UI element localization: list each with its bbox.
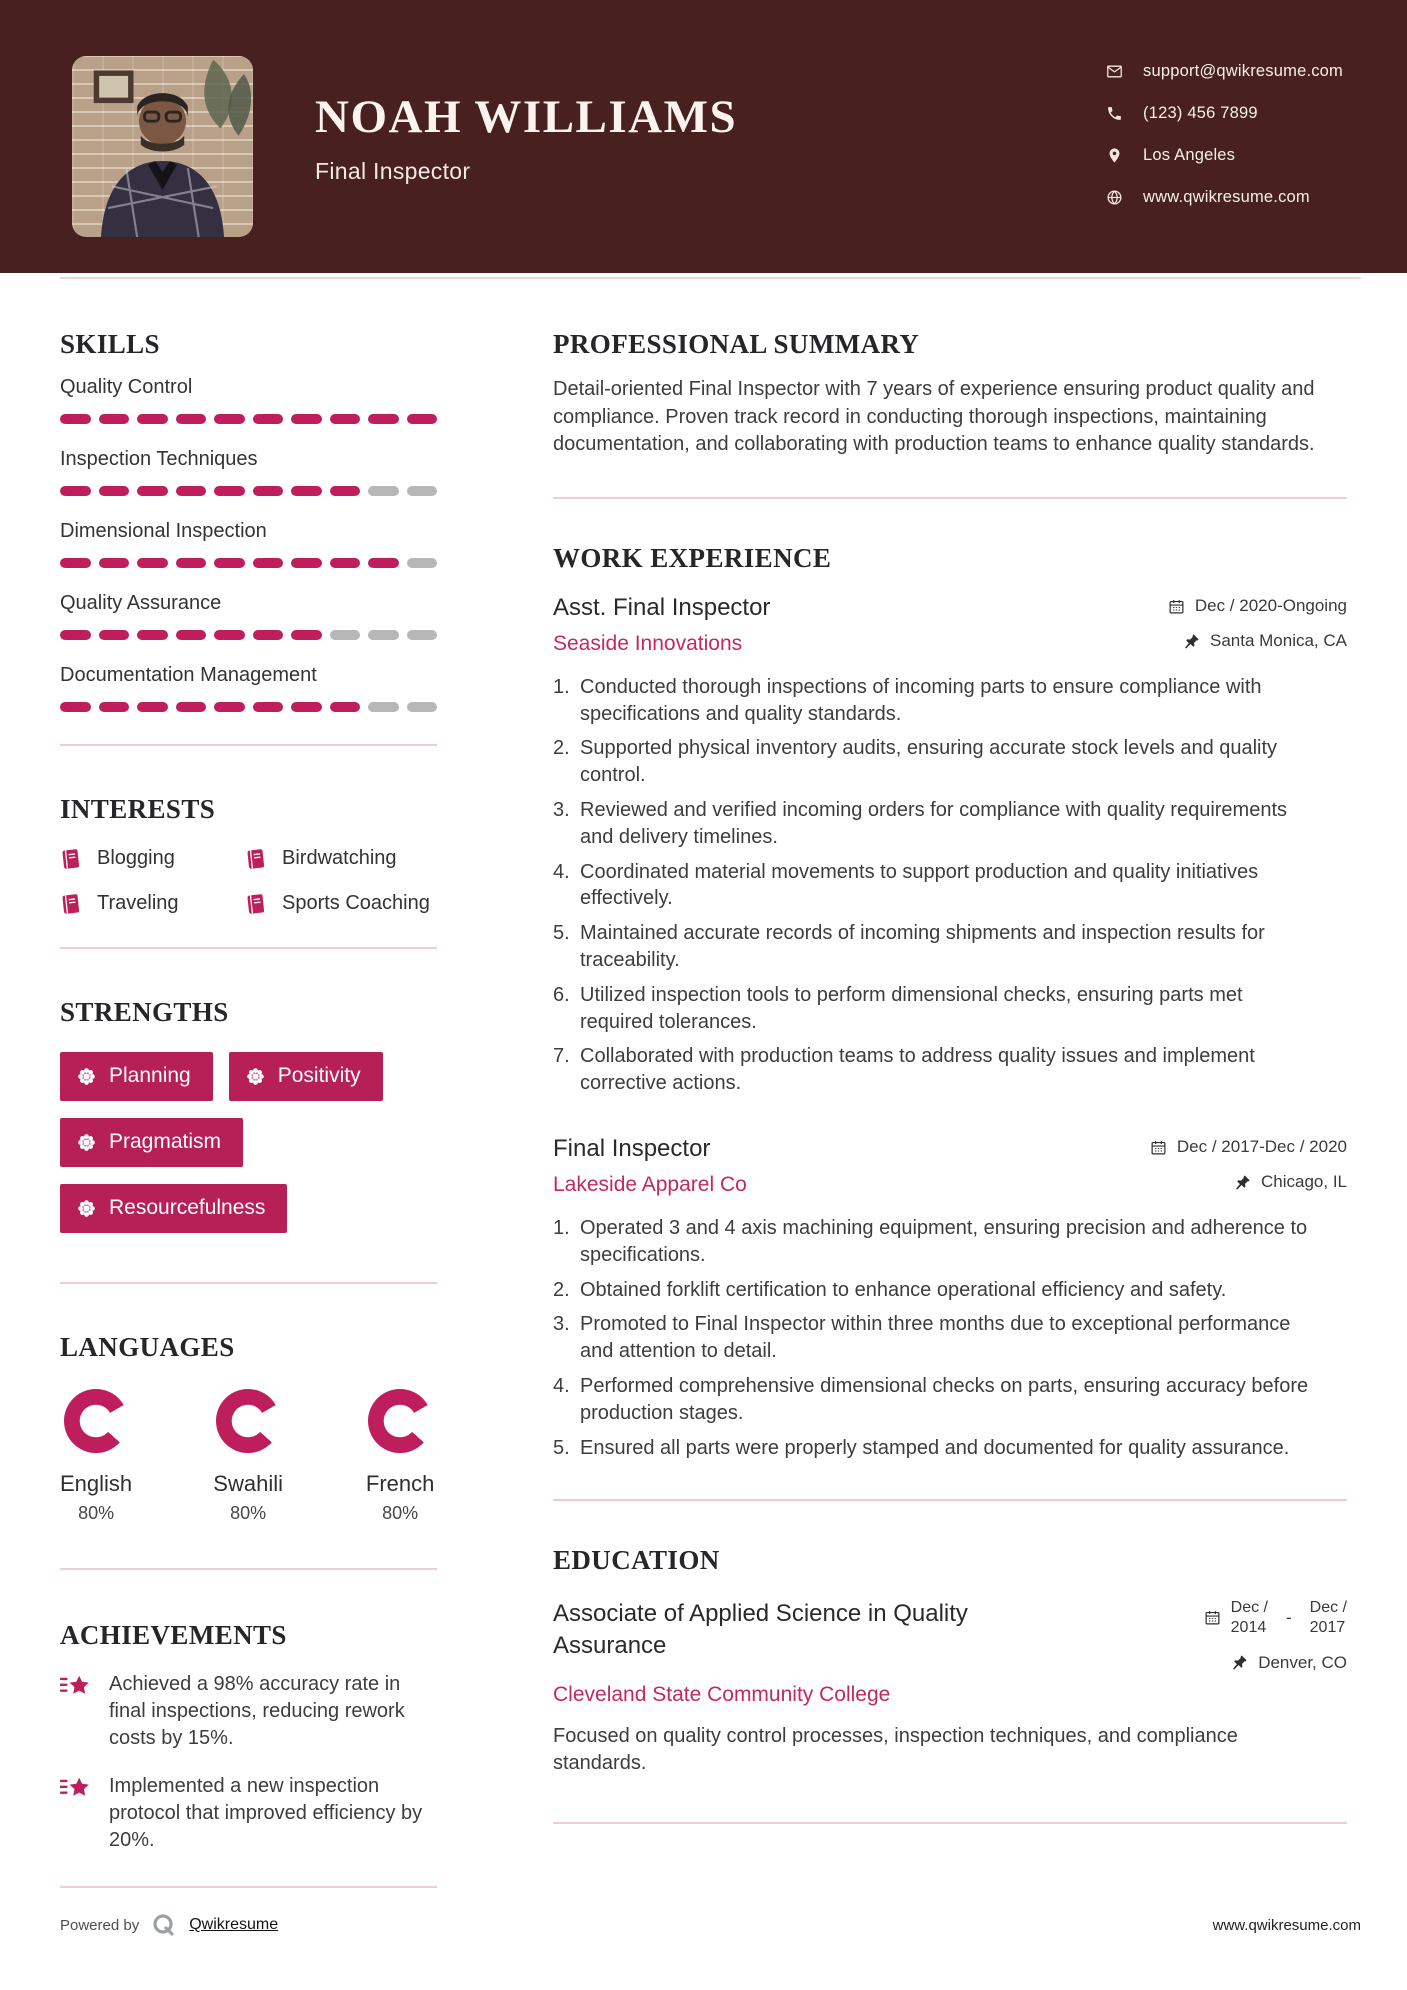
skill-name: Inspection Techniques bbox=[60, 448, 258, 470]
job-bullet: Coordinated material movements to support production and quality initiatives effectively. bbox=[580, 860, 1259, 910]
language-item bbox=[60, 1389, 132, 1524]
divider bbox=[553, 1822, 1347, 1824]
skill-dash bbox=[176, 414, 207, 424]
skill-dash bbox=[176, 702, 207, 712]
skill-item bbox=[60, 592, 437, 640]
interest-item bbox=[60, 892, 245, 915]
skill-dash bbox=[137, 486, 168, 496]
skill-dash bbox=[368, 558, 399, 568]
skill-dash bbox=[99, 486, 130, 496]
skill-dash bbox=[330, 486, 361, 496]
calendar-icon bbox=[1204, 1609, 1221, 1626]
skill-name: Dimensional Inspection bbox=[60, 520, 267, 542]
interest-item bbox=[245, 847, 437, 870]
strength-badge bbox=[60, 1118, 243, 1167]
flower-icon bbox=[77, 1067, 96, 1086]
job-bullet: Ensured all parts were properly stamped and documented for quality assurance. bbox=[580, 1436, 1290, 1459]
skills-section bbox=[60, 329, 437, 712]
skill-name: Documentation Management bbox=[60, 664, 317, 686]
education-location-text: Denver, CO bbox=[1258, 1652, 1347, 1672]
interests-section bbox=[60, 794, 437, 915]
skill-dash bbox=[176, 630, 207, 640]
job-bullet: Supported physical inventory audits, ensuring accurate stock levels and quality control. bbox=[580, 737, 1278, 787]
skill-dash bbox=[99, 630, 130, 640]
skill-dash bbox=[253, 702, 284, 712]
skill-dash bbox=[214, 486, 245, 496]
date-to-month: Dec / bbox=[1309, 1599, 1347, 1617]
flower-icon bbox=[246, 1067, 265, 1086]
book-icon bbox=[59, 891, 83, 915]
contact-text: (123) 456 7899 bbox=[1143, 104, 1258, 122]
skill-level-bar bbox=[60, 486, 437, 496]
job-location-text: Santa Monica, CA bbox=[1209, 631, 1347, 651]
contact-email[interactable] bbox=[1106, 62, 1343, 81]
calendar-icon bbox=[1168, 598, 1185, 615]
skill-dash bbox=[214, 414, 245, 424]
divider bbox=[60, 947, 437, 949]
book-icon bbox=[244, 891, 268, 915]
divider bbox=[553, 1499, 1347, 1501]
language-name: English bbox=[60, 1471, 133, 1496]
skill-dash bbox=[60, 414, 91, 424]
skill-dash bbox=[253, 630, 284, 640]
profile-photo-art bbox=[72, 56, 253, 237]
skill-dash bbox=[407, 414, 438, 424]
section-heading-summary: PROFESSIONAL SUMMARY bbox=[553, 329, 920, 359]
skill-level-bar bbox=[60, 630, 437, 640]
language-name: French bbox=[365, 1471, 435, 1496]
skill-dash bbox=[176, 486, 207, 496]
skill-dash bbox=[368, 486, 399, 496]
section-heading-experience: WORK EXPERIENCE bbox=[553, 542, 832, 573]
skill-dash bbox=[60, 486, 91, 496]
achievement-text: Achieved a 98% accuracy rate in final inspections, reducing rework costs by 15%. bbox=[109, 1673, 405, 1750]
shooting-star-icon bbox=[60, 1776, 92, 1803]
divider bbox=[60, 1886, 437, 1888]
job-bullet: Maintained accurate records of incoming shipments and inspection results for traceability. bbox=[580, 922, 1265, 971]
job-bullets bbox=[553, 674, 1313, 1097]
education-section bbox=[553, 1545, 1347, 1778]
skill-dash bbox=[291, 630, 322, 640]
job-entry bbox=[553, 594, 1347, 1097]
skill-name: Quality Assurance bbox=[60, 592, 222, 614]
language-donut-chart bbox=[216, 1389, 280, 1453]
divider bbox=[60, 744, 437, 746]
school-name: Cleveland State Community College bbox=[553, 1682, 891, 1706]
job-title: Final Inspector bbox=[553, 1134, 711, 1162]
skill-dash bbox=[291, 486, 322, 496]
job-bullet: Performed comprehensive dimensional checks on parts, ensuring accuracy before production stages. bbox=[580, 1374, 1309, 1424]
languages-section bbox=[60, 1332, 437, 1524]
sidebar bbox=[60, 279, 437, 1888]
skill-level-bar bbox=[60, 702, 437, 712]
strength-badge bbox=[60, 1052, 213, 1101]
language-donut-chart bbox=[64, 1389, 128, 1453]
divider bbox=[553, 497, 1347, 499]
pin-icon bbox=[1183, 633, 1200, 650]
experience-section bbox=[553, 543, 1347, 1462]
language-item bbox=[364, 1389, 436, 1524]
summary-text: Detail-oriented Final Inspector with 7 years of experience ensuring product quality and compliance. Proven track record in conducting thorough inspections, maintaining documentation, and collaborating with production teams to enhance quality standards. bbox=[553, 378, 1315, 456]
skill-dash bbox=[137, 558, 168, 568]
date-separator: - bbox=[1285, 1607, 1292, 1627]
skill-item bbox=[60, 520, 437, 568]
skill-dash bbox=[137, 702, 168, 712]
date-to-year: 2017 bbox=[1309, 1618, 1346, 1636]
calendar-icon bbox=[1150, 1139, 1167, 1156]
skill-dash bbox=[368, 630, 399, 640]
language-name: Swahili bbox=[213, 1471, 283, 1496]
skill-dash bbox=[253, 558, 284, 568]
footer-site-url: www.qwikresume.com bbox=[1212, 1916, 1361, 1934]
skill-dash bbox=[330, 702, 361, 712]
interest-item bbox=[245, 892, 437, 915]
contact-website[interactable] bbox=[1106, 188, 1343, 207]
skill-dash bbox=[368, 702, 399, 712]
achievement-text: Implemented a new inspection protocol that improved efficiency by 20%. bbox=[109, 1774, 423, 1851]
location-icon bbox=[1106, 147, 1123, 164]
contact-phone bbox=[1106, 104, 1343, 123]
qwikresume-link[interactable]: Qwikresume bbox=[189, 1916, 279, 1933]
skill-dash bbox=[291, 702, 322, 712]
person-title: Final Inspector bbox=[315, 158, 471, 184]
skill-level-bar bbox=[60, 558, 437, 568]
date-from-month: Dec / bbox=[1230, 1599, 1268, 1617]
powered-by-label: Powered by bbox=[60, 1916, 140, 1934]
skill-dash bbox=[330, 414, 361, 424]
book-icon bbox=[59, 846, 83, 870]
skill-level-bar bbox=[60, 414, 437, 424]
section-heading-education: EDUCATION bbox=[553, 1545, 720, 1576]
skill-dash bbox=[137, 630, 168, 640]
skill-dash bbox=[214, 702, 245, 712]
email-icon bbox=[1106, 63, 1123, 80]
qwikresume-logo-icon bbox=[151, 1912, 177, 1938]
job-dates-text: Dec / 2020-Ongoing bbox=[1194, 596, 1347, 616]
job-bullet: Utilized inspection tools to perform dimensional checks, ensuring parts met required tolerances. bbox=[580, 983, 1243, 1033]
contact-text: Los Angeles bbox=[1143, 146, 1236, 164]
job-entry bbox=[553, 1135, 1347, 1461]
person-name: NOAH WILLIAMS bbox=[315, 91, 738, 143]
shooting-star-icon bbox=[60, 1674, 92, 1701]
summary-section bbox=[553, 329, 1347, 459]
job-bullet: Conducted thorough inspections of incoming parts to ensure compliance with specifications and quality standards. bbox=[580, 675, 1262, 725]
book-icon bbox=[244, 846, 268, 870]
job-title: Asst. Final Inspector bbox=[553, 593, 771, 621]
footer bbox=[60, 1912, 1361, 1938]
job-bullet: Obtained forklift certification to enhance operational efficiency and safety. bbox=[580, 1278, 1227, 1301]
language-donut-chart bbox=[368, 1389, 432, 1453]
skill-dash bbox=[330, 630, 361, 640]
skill-dash bbox=[99, 414, 130, 424]
phone-icon bbox=[1106, 105, 1123, 122]
skill-dash bbox=[330, 558, 361, 568]
skill-dash bbox=[407, 702, 438, 712]
degree-title: Associate of Applied Science in Quality Assurance bbox=[553, 1600, 968, 1659]
section-heading-skills: SKILLS bbox=[60, 329, 160, 359]
skill-dash bbox=[368, 414, 399, 424]
section-heading-languages: LANGUAGES bbox=[60, 1332, 235, 1362]
skill-item bbox=[60, 448, 437, 496]
skill-dash bbox=[253, 486, 284, 496]
contact-location bbox=[1106, 146, 1343, 165]
interest-label: Sports Coaching bbox=[282, 892, 430, 914]
skill-item bbox=[60, 376, 437, 424]
education-dates bbox=[1204, 1598, 1347, 1636]
job-location bbox=[1234, 1172, 1347, 1192]
skill-dash bbox=[407, 630, 438, 640]
powered-by bbox=[60, 1912, 278, 1938]
section-heading-interests: INTERESTS bbox=[60, 794, 216, 824]
pin-icon bbox=[1234, 1174, 1251, 1191]
strength-label: Planning bbox=[109, 1064, 191, 1087]
divider bbox=[60, 1282, 437, 1284]
job-bullet: Collaborated with production teams to address quality issues and implement corrective actions. bbox=[580, 1045, 1255, 1095]
header bbox=[0, 0, 1407, 273]
skill-dash bbox=[137, 414, 168, 424]
interest-label: Birdwatching bbox=[282, 847, 397, 869]
job-bullet: Reviewed and verified incoming orders for compliance with quality requirements and delivery timelines. bbox=[580, 798, 1288, 848]
main-column bbox=[553, 279, 1347, 1824]
language-percent: 80% bbox=[230, 1503, 267, 1523]
flower-icon bbox=[77, 1133, 96, 1152]
job-dates bbox=[1168, 596, 1347, 616]
section-heading-strengths: STRENGTHS bbox=[60, 997, 229, 1027]
skill-dash bbox=[407, 558, 438, 568]
education-note: Focused on quality control processes, inspection techniques, and compliance standards. bbox=[553, 1724, 1238, 1775]
skill-dash bbox=[214, 558, 245, 568]
strength-label: Resourcefulness bbox=[109, 1196, 266, 1219]
skill-dash bbox=[60, 630, 91, 640]
job-dates bbox=[1150, 1137, 1347, 1157]
skill-dash bbox=[99, 702, 130, 712]
skill-dash bbox=[253, 414, 284, 424]
section-heading-achievements: ACHIEVEMENTS bbox=[60, 1620, 287, 1650]
contact-text: www.qwikresume.com bbox=[1143, 188, 1310, 206]
skill-dash bbox=[99, 558, 130, 568]
contact-list bbox=[1106, 56, 1343, 230]
profile-photo bbox=[72, 56, 253, 237]
pin-icon bbox=[1231, 1654, 1248, 1671]
job-company: Lakeside Apparel Co bbox=[553, 1172, 747, 1196]
job-dates-text: Dec / 2017-Dec / 2020 bbox=[1176, 1137, 1347, 1157]
skill-dash bbox=[60, 558, 91, 568]
achievement-item bbox=[60, 1671, 437, 1753]
language-percent: 80% bbox=[382, 1503, 419, 1523]
skill-dash bbox=[176, 558, 207, 568]
contact-text: support@qwikresume.com bbox=[1143, 62, 1343, 80]
language-item bbox=[212, 1389, 284, 1524]
strength-badge bbox=[229, 1052, 383, 1101]
achievements-section bbox=[60, 1620, 437, 1854]
job-company: Seaside Innovations bbox=[553, 631, 743, 655]
strengths-section bbox=[60, 997, 437, 1250]
skill-dash bbox=[60, 702, 91, 712]
job-bullet: Operated 3 and 4 axis machining equipment, ensuring precision and adherence to specifications. bbox=[580, 1216, 1308, 1266]
skill-dash bbox=[291, 414, 322, 424]
interest-label: Traveling bbox=[97, 892, 179, 914]
skill-name: Quality Control bbox=[60, 376, 193, 398]
job-location-text: Chicago, IL bbox=[1261, 1172, 1347, 1192]
skill-item bbox=[60, 664, 437, 712]
globe-icon bbox=[1106, 189, 1123, 206]
date-from-year: 2014 bbox=[1230, 1618, 1267, 1636]
interest-item bbox=[60, 847, 245, 870]
language-percent: 80% bbox=[78, 1503, 115, 1523]
interest-label: Blogging bbox=[97, 847, 175, 869]
education-location bbox=[1204, 1653, 1347, 1673]
job-bullets bbox=[553, 1215, 1313, 1461]
strength-badge bbox=[60, 1184, 287, 1233]
flower-icon bbox=[77, 1199, 96, 1218]
skill-dash bbox=[214, 630, 245, 640]
achievement-item bbox=[60, 1773, 437, 1855]
job-bullet: Promoted to Final Inspector within three months due to exceptional performance and attention to detail. bbox=[580, 1313, 1291, 1363]
divider bbox=[60, 1568, 437, 1570]
job-location bbox=[1183, 631, 1347, 651]
strength-label: Positivity bbox=[277, 1064, 361, 1087]
skill-dash bbox=[407, 486, 438, 496]
skill-dash bbox=[291, 558, 322, 568]
strength-label: Pragmatism bbox=[109, 1130, 222, 1153]
